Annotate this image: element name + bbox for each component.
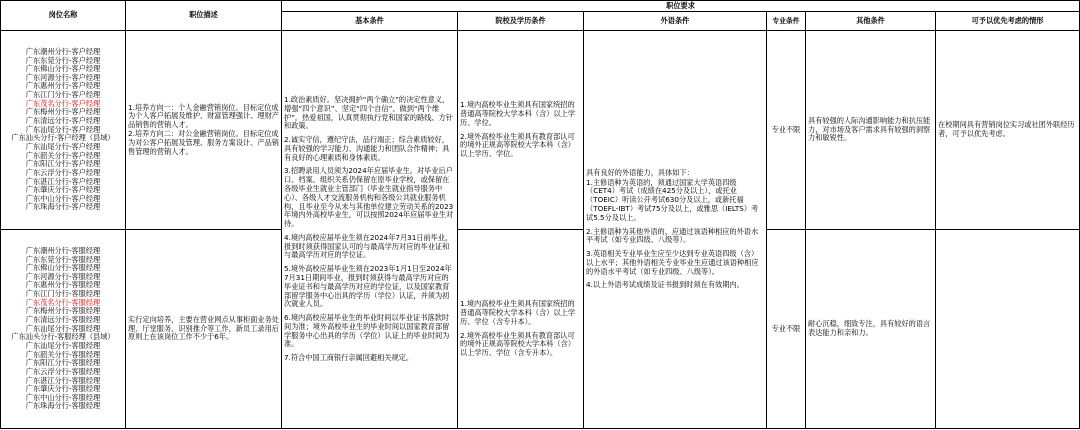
school-item: 1.境内高校毕业生须具有国家统招的普通高等院校大学本科（含）以上学历、学位（含专升本）。 [460,299,576,326]
position-name: 广东阳江分行-客服经理 [25,358,101,368]
position-name: 广东珠海分行-客服经理 [25,401,101,411]
position-name: 广东阳江分行-客户经理 [25,159,101,169]
position-name: 广东河源分行-客户经理 [25,72,101,82]
language-item: 1.主修语种为英语的，须通过国家大学英语四级（CET4）考试（成绩在425分及以上），或托业（TOEIC）听读公开考试630分及以上，或新托福（TOEFL-IBT）考试75分及以上，或雅思（IELTS）考试5.5分及以上。 [586,177,759,222]
position-name: 广东佛山分行-客户经理 [25,64,101,74]
competency-service-manager: 耐心沉稳，细致专注，具有较好的语言表达能力和亲和力。 [806,230,936,429]
language-conditions [584,31,767,429]
duty-service-manager: 实行定向培养，主要在营业网点从事柜面业务处理、厅堂服务、识别推介等工作，新员工录用后原则上在该岗位工作不少于6年。 [126,230,282,429]
position-name: 广东汕尾分行-客服经理 [25,340,101,350]
school-item: 2.境外高校毕业生须具有教育部认可的境外正规高等院校大学本科（含）以上学历、学位。 [460,131,576,159]
position-name: 广东中山分行-客户经理 [25,193,101,203]
school-conditions-service-manager [458,230,584,429]
position-name: 广东潮州分行-客服经理 [25,245,101,255]
position-name: 广东梅州分行-客服经理 [25,306,101,316]
position-name: 广东肇庆分行-客服经理 [25,384,101,394]
basic-item: 3.招聘录用人员须为2024年应届毕业生。对毕业后户口、档案、组织关系仍保留在原毕业学校，或保留在各级毕业生就业主管部门（毕业生就业指导服务中心）、各级人才交流服务机构和各级公共就业服务机构，且毕业至今从未与其他单位建立劳动关系的2023年境内外高校毕业生，可以按照2024年应届毕业生对待。 [284,166,454,229]
preferred-customer-manager: 在校期间具有营销岗位实习或社团外联经历者，可予以优先考虑。 [936,31,1080,230]
language-item: 4.以上外语考试成绩及证书报到时须在有效期内。 [586,280,744,290]
position-name-highlighted: 广东茂名分行-客服经理 [25,297,101,307]
basic-item: 4.境内高校应届毕业生须在2024年7月31日前毕业，报到时须获得国家认可的与最高学历对应的毕业证和与最高学历对应的学位证。 [284,232,453,260]
basic-item: 2.诚实守信，遵纪守法，品行端正；综合素质较好，具有较强的学习能力、沟通能力和团队合作精神；具有良好的心理素质和身体素质。 [284,135,450,162]
position-name: 广东江门分行-客户经理 [25,90,101,100]
position-name: 广东云浮分行-客户经理 [25,167,101,177]
header-major: 专业条件 [767,12,806,31]
basic-item: 7.符合中国工商银行亲属回避相关规定。 [284,353,414,363]
header-basic: 基本条件 [282,12,458,31]
position-list-customer-manager [1,31,126,230]
language-item: 2.主修语种为其他外语的，应通过该语种相应的外语水平考试（如专业四级、八级等）。 [586,226,759,245]
duty-customer-manager: 1.培养方向一：个人金融营销岗位。目标定位成为个人客户拓展及维护、财富管理强计、理财产品销售的营销人才。 2.培养方向二：对公金融营销岗位。目标定位成为对公客户拓展及管理、服务方案设计、产品销售管理的营销人才。 [126,31,282,230]
position-name: 广东汕头分行-客服经理（县域） [11,332,115,342]
header-duty: 职位描述 [126,1,282,31]
basic-item: 6.境内高校应届毕业生的毕业时间以毕业证书落款时间为准；境外高校毕业生的毕业时间以国家教育部留学服务中心出具的学历（学位）认证上的毕业时间为准。 [284,313,450,349]
language-intro: 具有良好的外语能力，具体如下： [586,167,694,177]
position-name: 广东惠州分行-客服经理 [25,280,101,290]
header-school: 院校及学历条件 [458,12,584,31]
basic-conditions [282,31,458,429]
position-name: 广东惠州分行-客户经理 [25,81,101,91]
header-requirements: 职位要求 [282,1,1080,12]
position-name: 广东韶关分行-客服经理 [25,349,101,359]
major-service-manager: 专业不限 [767,230,806,429]
major-customer-manager: 专业不限 [767,31,806,230]
position-name: 广东湛江分行-客服经理 [25,375,101,385]
header-competency: 其他条件 [806,12,936,31]
header-position: 岗位名称 [1,1,126,31]
preferred-service-manager-empty [936,230,1080,429]
position-name: 广东珠海分行-客户经理 [25,202,101,212]
position-name: 广东韶关分行-客户经理 [25,150,101,160]
competency-customer-manager: 具有较强的人际沟通影响能力和抗压能力，对市场及客户需求具有较强的洞察力和敏锐性。 [806,31,936,230]
position-name-highlighted: 广东茂名分行-客户经理 [25,98,101,108]
school-item: 2.境外高校毕业生须具有教育部认可的境外正规高等院校大学本科（含）以上学历、学位（含专升本）。 [460,330,576,358]
basic-item: 1.政治素质好。坚决拥护“两个确立”的决定性意义，增强“四个意识”、坚定“四个自信”、做到“两个维护”。热爱祖国，认真贯彻执行党和国家的路线、方针和政策。 [284,94,454,131]
position-name: 广东汕尾分行-客户经理 [25,141,101,151]
position-name: 广东汕尾分行-客服经理 [25,323,101,333]
position-name: 广东河源分行-客服经理 [25,271,101,281]
school-conditions-customer-manager [458,31,584,230]
basic-item: 5.境外高校应届毕业生须在2023年1月1日至2024年7月31日期间毕业，报到时须获得与最高学历对应的毕业证书和与最高学历对应的学位证，以及国家教育部留学服务中心出具的学历（学位）认证，并须为初次就业人员。 [284,264,452,309]
position-name: 广东江门分行-客服经理 [25,289,101,299]
position-name: 广东东莞分行-客户经理 [25,55,101,65]
position-name: 广东清远分行-客户经理 [25,116,101,126]
position-name: 广东梅州分行-客户经理 [25,107,101,117]
school-item: 1.境内高校毕业生须具有国家统招的普通高等院校大学本科（含）以上学历、学位。 [460,100,576,127]
position-name: 广东清远分行-客服经理 [25,315,101,325]
position-name: 广东云浮分行-客服经理 [25,366,101,376]
position-name: 广东中山分行-客服经理 [25,392,101,402]
header-preferred: 可予以优先考虑的情形 [936,12,1080,31]
position-name: 广东湛江分行-客户经理 [25,176,101,186]
position-name: 广东肇庆分行-客户经理 [25,185,101,195]
position-name: 广东汕头分行-客户经理（县域） [11,133,115,143]
header-language: 外语条件 [584,12,767,31]
position-name: 广东潮州分行-客户经理 [25,46,101,56]
language-item: 3.英语相关专业毕业生应至少达到专业英语四级（含）以上水平；其他外语相关专业毕业生应通过该语种相应的外语水平考试（如专业四级、八级等）。 [586,249,759,276]
position-name: 广东东莞分行-客服经理 [25,254,101,264]
position-name: 广东佛山分行-客服经理 [25,263,101,273]
position-list-service-manager [1,230,126,429]
position-name: 广东汕尾分行-客户经理 [25,124,101,134]
